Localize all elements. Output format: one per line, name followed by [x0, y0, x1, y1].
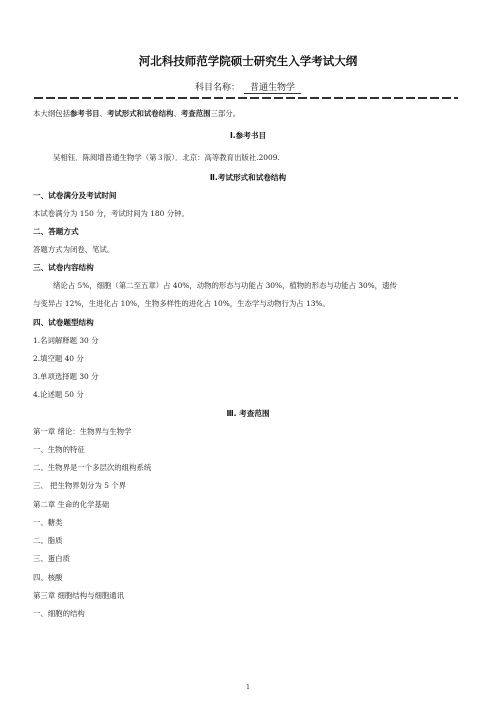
intro-text: 本大纲包括参考书目、考试形式和试卷结构、考查范围三部分。: [33, 109, 241, 118]
chapter-3-item-1: 一、细胞的结构: [33, 609, 85, 618]
question-type-1: 1.名词解释题 30 分: [33, 336, 99, 345]
chapter-2-title: 第二章 生命的化学基础: [33, 500, 110, 509]
heading-question-types: 四、试卷题型结构: [33, 318, 94, 327]
question-type-4: 4.论述题 50 分: [33, 390, 84, 399]
chapter-2-item-3: 三、蛋白质: [33, 554, 70, 563]
heading-score-time: 一、试卷满分及考试时间: [33, 191, 117, 200]
subject-line: [0, 80, 496, 94]
paragraph-content-structure-1: 绪论占 5%，细胞（第二至五章）占 40%，动物的形态与功能占 30%，植物的形态与功能占 30%，遗传: [53, 281, 397, 290]
section-3-title: Ⅲ. 考查范围: [226, 409, 270, 418]
paragraph-content-structure-2: 与变异占 12%，生进化占 10%，生物多样性的进化占 10%，生态学与动物行为占 13%。: [33, 299, 330, 308]
page-title: 河北科技师范学院硕士研究生入学考试大纲: [138, 54, 358, 68]
paragraph-score-time: 本试卷满分为 150 分，考试时间为 180 分钟。: [33, 209, 189, 218]
question-type-2: 2.填空题 40 分: [33, 354, 84, 363]
chapter-2-item-1: 一、糖类: [33, 518, 63, 527]
chapter-2-item-2: 二、脂质: [33, 536, 63, 545]
chapter-1-item-1: 一、生物的特征: [33, 445, 85, 454]
reference-book: 吴相钰．陈阅增普通生物学（第３版）．北京：高等教育出版社.2009.: [53, 153, 280, 162]
dashed-divider: [34, 97, 458, 99]
subject-label: 科目名称：: [194, 83, 240, 93]
chapter-3-title: 第三章 细胞结构与细胞通讯: [33, 591, 125, 600]
section-1-title: Ⅰ.参考书目: [229, 131, 267, 140]
chapter-1-item-3: 三、 把生物界划分为 5 个界: [33, 481, 127, 490]
paragraph-answer-mode: 答题方式为闭卷、笔试。: [33, 245, 115, 254]
heading-content-structure: 三、试卷内容结构: [33, 263, 94, 272]
heading-answer-mode: 二、答题方式: [33, 227, 79, 236]
subject-value: 普通生物学: [244, 80, 301, 94]
chapter-2-item-4: 四、核酸: [33, 573, 63, 582]
section-2-title: Ⅱ.考试形式和试卷结构: [209, 173, 287, 182]
chapter-1-item-2: 二、生物界是一个多层次的组构系统: [33, 463, 152, 472]
chapter-1-title: 第一章 绪论：生物界与生物学: [33, 427, 132, 436]
page-number: 1: [246, 684, 250, 691]
question-type-3: 3.单项选择题 30 分: [33, 372, 99, 381]
